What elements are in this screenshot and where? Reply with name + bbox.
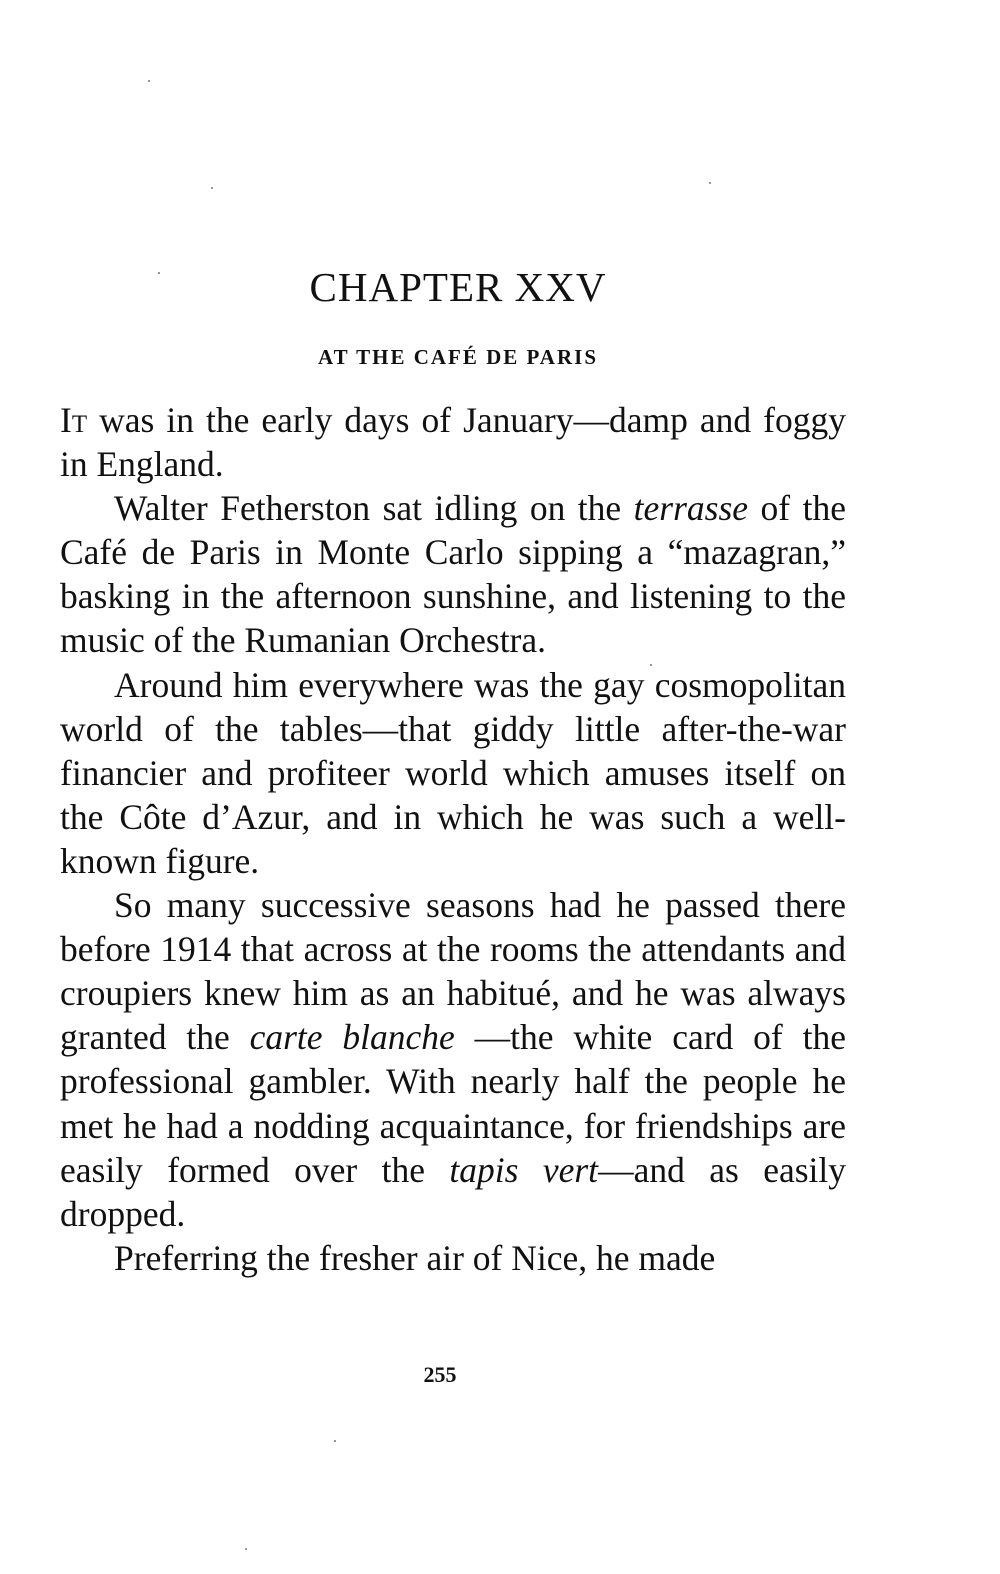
- scan-speck: [245, 1548, 247, 1550]
- paragraph-text: —the white card of the professional gambler. With nearly half the people he met he had a nodding acquaintance, for friendships are easily formed over the: [60, 1017, 846, 1190]
- scan-speck: [211, 187, 213, 189]
- paragraph: [60, 398, 846, 486]
- paragraph-text: of the Café de Paris in Monte Carlo sipping a “mazagran,” basking in the afternoon sunshine, and listening to the music of the Rumanian Orchestra.: [60, 488, 846, 661]
- paragraph-text: —and as easily dropped.: [60, 1149, 847, 1234]
- scan-speck: [709, 182, 711, 184]
- paragraph: [60, 663, 846, 883]
- chapter-title: CHAPTER XXV: [309, 264, 607, 310]
- page-number: 255: [423, 1362, 457, 1387]
- paragraph: [60, 883, 846, 1236]
- paragraph: [60, 486, 846, 662]
- italic-phrase: tapis vert: [449, 1149, 599, 1190]
- paragraph-text: So many successive seasons had he passed there before 1914 that across at the rooms the attendants and croupiers knew him as an habitué, and he was always granted the: [60, 885, 846, 1058]
- paragraph-lead-word: It: [60, 400, 88, 440]
- italic-phrase: carte blanche: [249, 1017, 455, 1058]
- scan-speck: [334, 1440, 336, 1442]
- paragraph-text: Preferring the fresher air of Nice, he made: [114, 1237, 716, 1278]
- paragraph-text: Walter Fetherston sat idling on the: [114, 488, 634, 529]
- paragraph-text: Around him everywhere was the gay cosmopolitan world of the tables—that giddy little after-the-war financier and profiteer world which amuses itself on the Côte d’Azur, and in which he was such a well-known figure.: [60, 664, 846, 881]
- scan-speck: [148, 80, 150, 82]
- chapter-body: [60, 398, 846, 1280]
- paragraph: [60, 1236, 846, 1280]
- chapter-subtitle: AT THE CAFÉ DE PARIS: [318, 345, 598, 369]
- paragraph-text: was in the early days of January—damp and foggy in England.: [60, 400, 846, 485]
- italic-phrase: terrasse: [633, 488, 749, 529]
